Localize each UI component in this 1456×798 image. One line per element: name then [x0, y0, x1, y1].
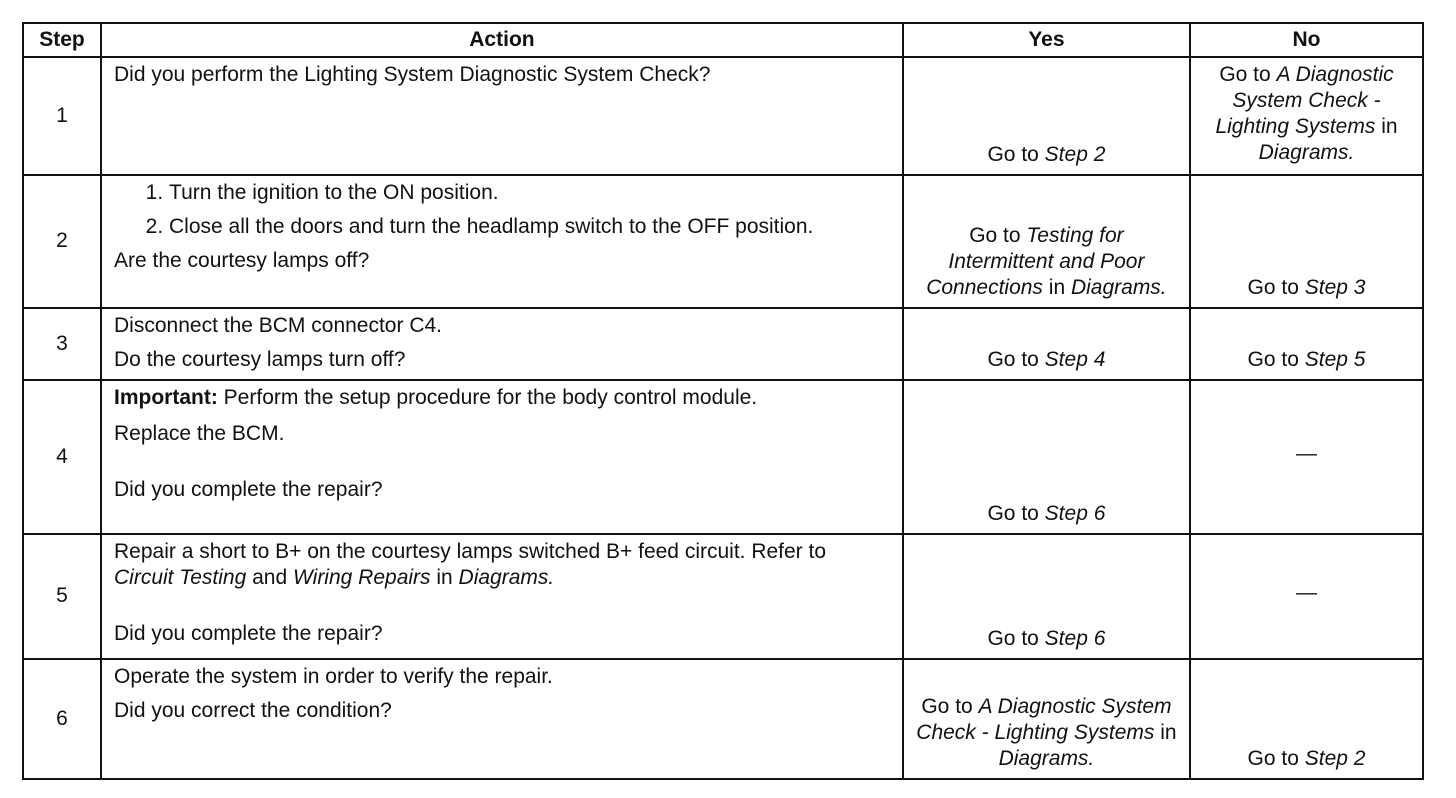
action-cell [101, 380, 903, 534]
yes-link: Step 6 [1044, 626, 1106, 650]
table-row [23, 175, 1423, 307]
action-text: Replace the BCM. [114, 421, 285, 445]
header-action: Action [101, 23, 903, 57]
yes-text: in [1154, 721, 1177, 744]
table-row [23, 659, 1423, 779]
action-list-item: 1. Turn the ignition to the ON position. [169, 180, 890, 206]
action-ref: Diagrams. [458, 566, 555, 590]
table-row [23, 534, 1423, 658]
yes-text: Go to [921, 695, 979, 718]
action-text-part: and [246, 566, 294, 590]
no-text: Go to [1219, 63, 1277, 86]
empty-dash: — [1296, 442, 1317, 466]
step-number: 4 [23, 380, 101, 534]
no-text: Go to [1247, 275, 1305, 299]
no-cell [1190, 308, 1423, 380]
yes-link: A Diagnostic System Check - Lighting Systems [916, 695, 1172, 744]
yes-cell [903, 175, 1190, 307]
yes-text: Go to [987, 143, 1045, 167]
step-number: 6 [23, 659, 101, 779]
yes-text: in [1042, 275, 1071, 299]
yes-text: Go to [987, 502, 1045, 526]
yes-cell [903, 57, 1190, 175]
no-text: Go to [1247, 347, 1305, 371]
action-text: Disconnect the BCM connector C4. [114, 313, 442, 337]
yes-text: Go to [987, 626, 1045, 650]
yes-link: Testing for Intermittent and Poor Connections [926, 223, 1145, 299]
action-text-part: Repair a short to B+ on the courtesy lamps switched B+ feed circuit. Refer to [114, 540, 827, 564]
yes-link: Step 6 [1044, 502, 1106, 526]
action-list-item: 2. Close all the doors and turn the headlamp switch to the OFF position. [169, 214, 890, 240]
important-note [114, 385, 890, 411]
table-row [23, 380, 1423, 534]
empty-dash: — [1296, 581, 1317, 605]
action-question: Did you complete the repair? [114, 622, 383, 646]
yes-text: Go to [969, 223, 1027, 247]
step-number: 3 [23, 308, 101, 380]
action-question: Did you perform the Lighting System Diagnostic System Check? [114, 63, 711, 86]
header-row [23, 23, 1423, 57]
action-ref: Wiring Repairs [293, 566, 431, 590]
action-question: Do the courtesy lamps turn off? [114, 347, 406, 371]
yes-cell [903, 308, 1190, 380]
action-text [114, 539, 890, 591]
header-yes: Yes [903, 23, 1190, 57]
no-text: Go to [1247, 747, 1305, 770]
table-row [23, 57, 1423, 175]
yes-text: Go to [987, 347, 1045, 371]
yes-cell [903, 380, 1190, 534]
yes-link: Step 4 [1044, 347, 1106, 371]
action-cell [101, 175, 903, 307]
no-link: Step 2 [1304, 747, 1366, 770]
no-cell [1190, 659, 1423, 779]
table-row [23, 308, 1423, 380]
yes-cell [903, 534, 1190, 658]
no-cell [1190, 175, 1423, 307]
step-number: 1 [23, 57, 101, 175]
diagnostic-table [22, 22, 1424, 780]
action-cell [101, 659, 903, 779]
important-label: Important: [114, 385, 218, 409]
no-link: A Diagnostic System Check - Lighting Systems [1215, 63, 1394, 138]
action-question: Are the courtesy lamps off? [114, 249, 370, 273]
action-ref: Circuit Testing [114, 566, 247, 590]
action-question: Did you complete the repair? [114, 477, 383, 501]
yes-link: Step 2 [1044, 143, 1106, 167]
action-cell [101, 308, 903, 380]
no-cell [1190, 534, 1423, 658]
action-cell [101, 57, 903, 175]
header-no: No [1190, 23, 1423, 57]
yes-ref: Diagrams. [998, 747, 1095, 770]
header-step: Step [23, 23, 101, 57]
action-text: Operate the system in order to verify the repair. [114, 664, 553, 688]
no-link: Step 3 [1304, 275, 1366, 299]
no-cell [1190, 380, 1423, 534]
no-ref: Diagrams. [1258, 141, 1355, 164]
step-number: 2 [23, 175, 101, 307]
yes-ref: Diagrams. [1070, 275, 1167, 299]
action-question: Did you correct the condition? [114, 698, 392, 722]
important-text: Perform the setup procedure for the body control module. [217, 385, 758, 409]
step-number: 5 [23, 534, 101, 658]
no-cell [1190, 57, 1423, 175]
yes-cell [903, 659, 1190, 779]
no-link: Step 5 [1304, 347, 1366, 371]
action-list [114, 180, 890, 240]
action-text-part: in [430, 566, 459, 590]
no-text: in [1375, 115, 1398, 138]
action-cell [101, 534, 903, 658]
